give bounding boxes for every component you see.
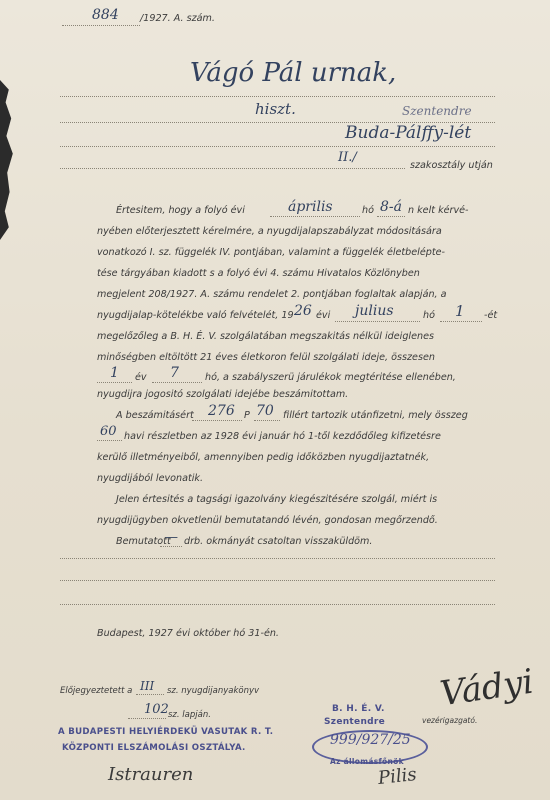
year-hand: 26 [294, 303, 312, 319]
body-line-4: tése tárgyában kiadott s a folyó évi 4. számu Hivatalos Közlönyben [97, 268, 420, 279]
torn-edge [0, 80, 16, 240]
dotted-line [335, 321, 420, 322]
signature-right: Vádyi [437, 661, 536, 715]
reference-number: 884 [92, 7, 119, 23]
registry-suffix: sz. nyugdijanyakönyv [167, 686, 260, 696]
month-hand: julius [355, 303, 394, 319]
dotted-line [60, 168, 405, 169]
reference-suffix: /1927. A. szám. [140, 13, 215, 24]
day-hand: 8-á [380, 199, 402, 215]
body-text: hó, a szabályszerü járulékok megtéritése ellenében, [205, 372, 456, 383]
dotted-line [97, 440, 122, 441]
day-hand: 1 [455, 302, 465, 320]
dotted-line [62, 25, 140, 26]
dotted-line [128, 718, 166, 719]
body-line-16: nyugdijügyben okvetlenül bemutatandó lévén, gondosan megőrzendő. [97, 515, 438, 526]
body-text: P [244, 410, 250, 421]
body-line-5: megjelent 208/1927. A. számu rendelet 2. pontjában foglaltak alapján, a [97, 289, 447, 300]
bhev-stamp-line-1: B. H. É. V. [332, 704, 385, 714]
bhev-stamp-number: 999/927/25 [330, 732, 411, 748]
dotted-line [440, 321, 482, 322]
bhev-stamp-line-3: Az állomásfőnök [330, 757, 404, 766]
date-line: Budapest, 1927 évi október hó 31-én. [97, 628, 279, 639]
body-text: fillért tartozik utánfizetni, mely összeg [283, 410, 468, 421]
body-text: Bemutatott [116, 536, 171, 547]
dotted-line [60, 96, 495, 97]
location-pencil: Szentendre [402, 104, 472, 118]
dotted-line [160, 546, 182, 547]
body-line-10: nyugdijra jogositó szolgálati idejébe beszámitottam. [97, 389, 349, 400]
page-suffix: sz. lapján. [168, 710, 211, 720]
dotted-line [60, 146, 495, 147]
pengo-amount: 276 [208, 403, 235, 419]
body-text: hó [423, 310, 435, 321]
dotted-line [60, 558, 495, 559]
body-text: drb. okmányát csatoltan visszaküldöm. [184, 536, 373, 547]
years-hand: 1 [110, 365, 119, 381]
filler-amount: 70 [256, 403, 274, 419]
registry-prefix: Előjegyeztetett a [60, 686, 133, 696]
body-line-15: Jelen értesités a tagsági igazolvány kiegészitésére szolgál, miért is [116, 494, 438, 505]
body-line-13: kerülő illetményeiből, amennyiben pedig időközben nyugdijaztatnék, [97, 452, 430, 463]
bhev-stamp-line-2: Szentendre [324, 717, 386, 727]
body-text: -ét [484, 310, 498, 321]
dotted-line [97, 382, 132, 383]
addressee-name: Vágó Pál urnak, [190, 58, 397, 88]
department-suffix: szakosztály utján [410, 160, 493, 171]
body-line-2: nyében előterjesztett kérelmére, a nyugdijalapszabályzat módositására [97, 226, 442, 237]
dotted-line [60, 580, 495, 581]
body-text: nyugdijalap-kötelékbe való felvételét, 19 [97, 310, 294, 321]
dotted-line [254, 420, 280, 421]
installments-hand: 60 [100, 424, 117, 439]
dotted-line [377, 216, 405, 217]
body-text: hó [362, 205, 374, 216]
month-hand: április [288, 199, 333, 215]
body-line-14: nyugdijából levonatik. [97, 473, 204, 484]
dotted-line [152, 382, 202, 383]
body-text: havi részletben az 1928 évi január hó 1-től kezdődőleg kifizetésre [124, 431, 441, 442]
body-line-8: minőségben eltöltött 21 éves életkoron felül szolgálati ideje, összesen [97, 352, 435, 363]
months-hand: 7 [170, 365, 179, 381]
signature-bottom-right: Pilis [377, 764, 418, 789]
body-text: évi [316, 310, 331, 321]
body-text: Értesitem, hogy a folyó évi [116, 205, 245, 216]
addressee-title: hiszt. [255, 100, 296, 118]
body-text: A beszámitásért [116, 410, 194, 421]
dotted-line [60, 604, 495, 605]
signature-left: Istrauren [108, 764, 194, 785]
registry-volume: III [140, 679, 155, 693]
registry-page: 102 [144, 702, 169, 717]
vezerigazgato-label: vezérigazgató. [422, 716, 478, 725]
body-text: év [135, 372, 147, 383]
body-text: n kelt kérvé- [408, 205, 469, 216]
body-line-3: vonatkozó I. sz. függelék IV. pontjában, valamint a függelék életbelépte- [97, 247, 445, 258]
dotted-line [136, 694, 164, 695]
stamp-line-2: KÖZPONTI ELSZÁMOLÁSI OSZTÁLYA. [62, 743, 246, 753]
station-name: Buda-Pálffy-lét [345, 123, 472, 143]
body-line-7: megelőzőleg a B. H. É. V. szolgálatában megszakitás nélkül ideiglenes [97, 331, 434, 342]
stamp-line-1: A BUDAPESTI HELYIÉRDEKÜ VASUTAK R. T. [58, 727, 274, 737]
department-number: II./ [338, 150, 357, 165]
dotted-line [270, 216, 360, 217]
dotted-line [192, 420, 242, 421]
count-hand: — [165, 530, 178, 545]
